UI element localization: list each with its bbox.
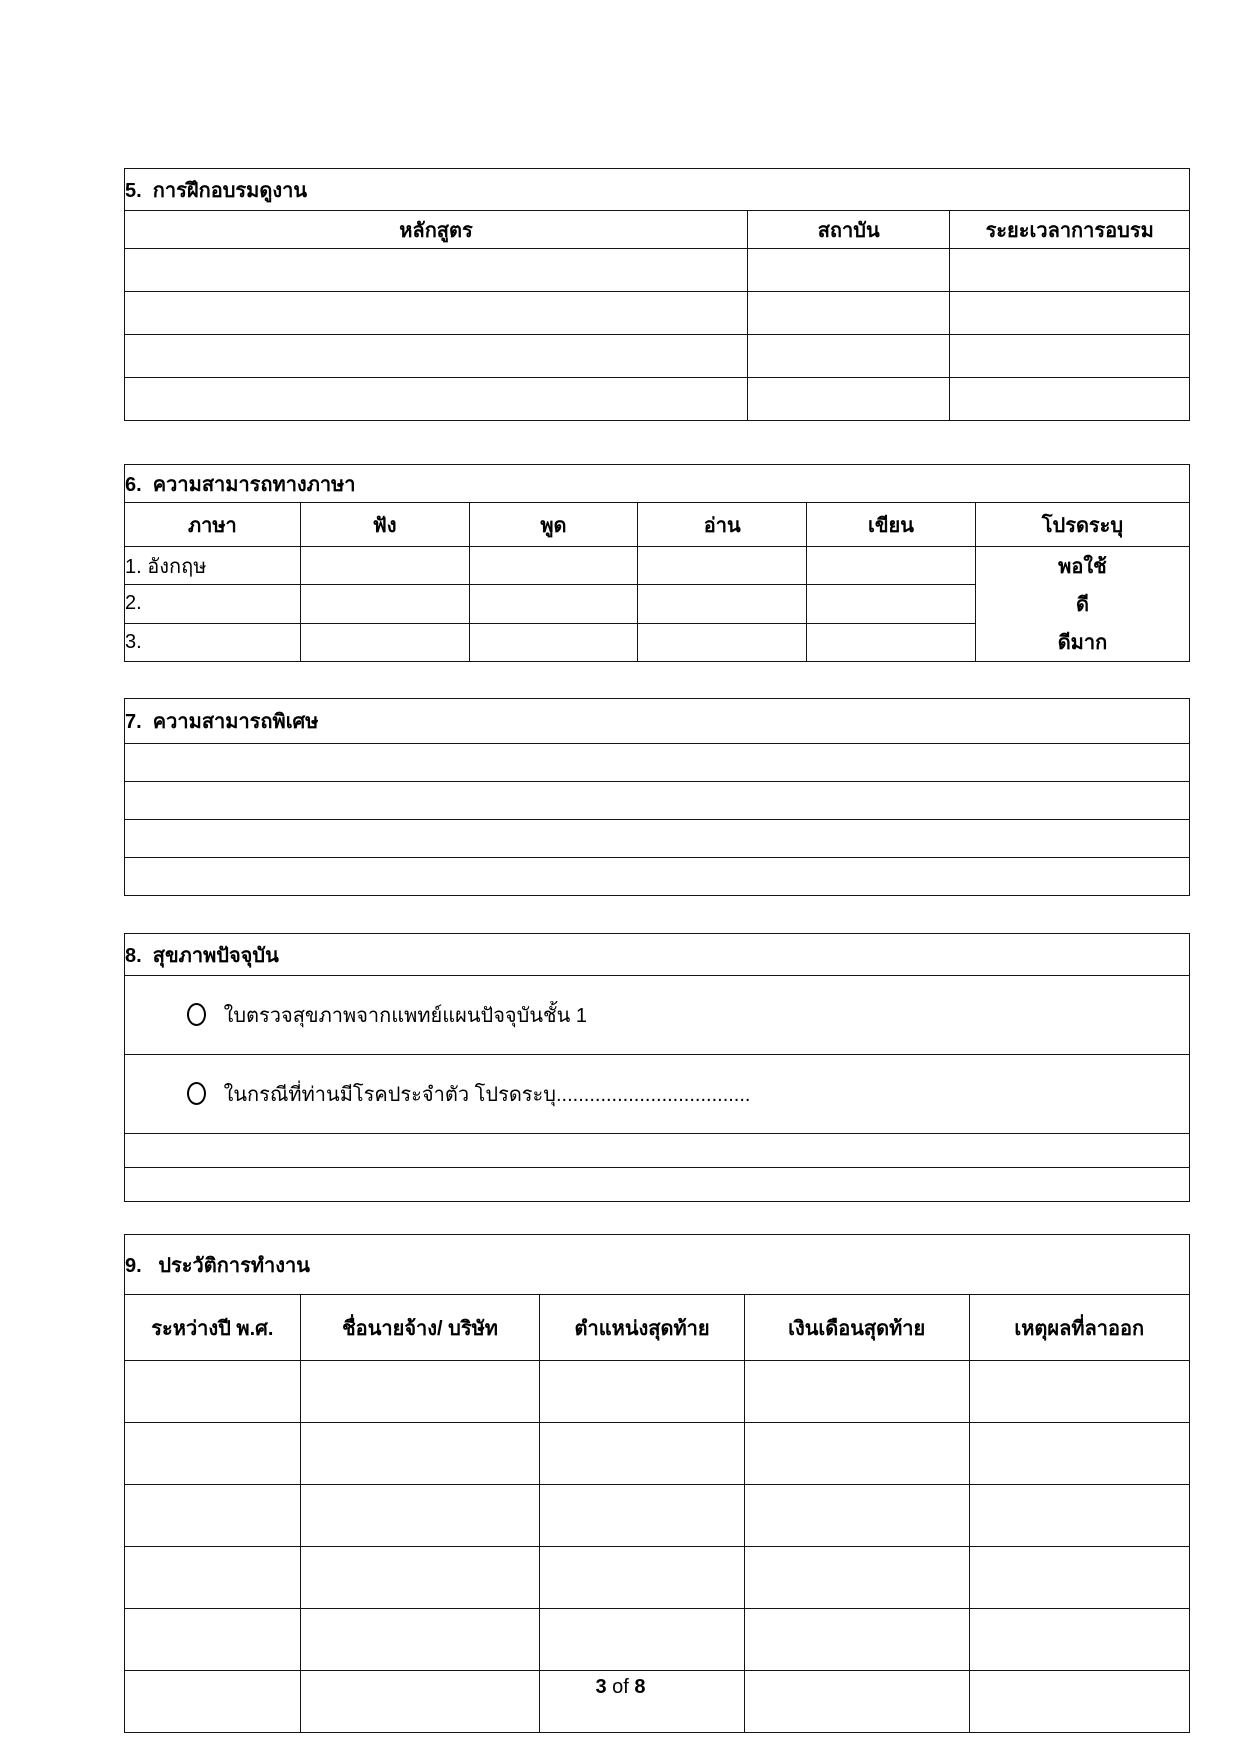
lang-read-field[interactable] [638,585,807,623]
health-table [124,933,1190,1202]
training-institution-field[interactable] [748,378,950,421]
work-position-field[interactable] [540,1547,744,1609]
training-institution-field[interactable] [748,249,950,292]
work-employer-field[interactable] [300,1423,540,1485]
special-abilities-table [124,698,1190,896]
page-number-total: 8 [634,1676,646,1698]
work-col-years: ระหว่างปี พ.ศ. [125,1295,301,1361]
health-extra-field[interactable] [125,1134,1190,1168]
section6-title: 6. ความสามารถทางภาษา [125,465,1190,503]
work-salary-field[interactable] [744,1361,969,1423]
lang-col-speak: พูด [469,503,638,547]
special-ability-field[interactable] [125,744,1190,782]
lang-row-3-label: 3. [125,623,301,661]
work-years-field[interactable] [125,1485,301,1547]
lang-read-field[interactable] [638,547,807,585]
page-content [124,0,1190,1733]
section8-title: 8. สุขภาพปัจจุบัน [125,934,1190,976]
training-duration-field[interactable] [950,249,1190,292]
lang-write-field[interactable] [807,547,976,585]
work-years-field[interactable] [125,1361,301,1423]
health-extra-field[interactable] [125,1168,1190,1202]
table-row [125,1134,1190,1168]
lang-read-field[interactable] [638,623,807,661]
work-position-field[interactable] [540,1609,744,1671]
lang-speak-field[interactable] [469,547,638,585]
lang-listen-field[interactable] [300,623,469,661]
work-col-last-position: ตำแหน่งสุดท้าย [540,1295,744,1361]
radio-circle-icon[interactable] [187,1003,206,1026]
special-ability-field[interactable] [125,858,1190,896]
lang-row-english-label: 1. อังกฤษ [125,547,301,585]
work-employer-field[interactable] [300,1609,540,1671]
lang-col-language: ภาษา [125,503,301,547]
table-row [125,1168,1190,1202]
rating-fair: พอใช้ [1058,556,1107,578]
work-col-last-salary: เงินเดือนสุดท้าย [744,1295,969,1361]
section9-title: 9. ประวัติการทำงาน [125,1235,1190,1295]
work-position-field[interactable] [540,1361,744,1423]
lang-col-listen: ฟัง [300,503,469,547]
health-option-2-label: ในกรณีที่ท่านมีโรคประจำตัว โปรดระบุ................................... [223,1084,751,1106]
work-years-field[interactable] [125,1423,301,1485]
lang-listen-field[interactable] [300,547,469,585]
page-number [0,1676,1241,1699]
special-ability-field[interactable] [125,782,1190,820]
work-reason-field[interactable] [969,1361,1189,1423]
work-years-field[interactable] [125,1609,301,1671]
table-row [125,1055,1190,1134]
lang-speak-field[interactable] [469,623,638,661]
work-reason-field[interactable] [969,1547,1189,1609]
lang-rating-legend [975,547,1189,662]
work-employer-field[interactable] [300,1485,540,1547]
work-reason-field[interactable] [969,1609,1189,1671]
health-option-2[interactable] [125,1055,1190,1134]
rating-good: ดี [1075,594,1089,616]
work-employer-field[interactable] [300,1547,540,1609]
page-number-current: 3 [595,1676,607,1698]
table-row [125,292,1190,335]
work-salary-field[interactable] [744,1423,969,1485]
work-salary-field[interactable] [744,1547,969,1609]
training-duration-field[interactable] [950,292,1190,335]
table-row [125,1547,1190,1609]
lang-speak-field[interactable] [469,585,638,623]
table-row [125,744,1190,782]
work-salary-field[interactable] [744,1609,969,1671]
radio-circle-icon[interactable] [187,1082,206,1105]
lang-write-field[interactable] [807,623,976,661]
training-col-duration: ระยะเวลาการอบรม [950,211,1190,249]
table-row [125,820,1190,858]
training-duration-field[interactable] [950,335,1190,378]
special-ability-field[interactable] [125,820,1190,858]
table-row [125,249,1190,292]
rating-very-good: ดีมาก [1057,632,1108,654]
work-history-table [124,1234,1190,1733]
work-reason-field[interactable] [969,1423,1189,1485]
training-course-field[interactable] [125,378,748,421]
lang-write-field[interactable] [807,585,976,623]
work-col-employer: ชื่อนายจ้าง/ บริษัท [300,1295,540,1361]
table-row [125,335,1190,378]
table-row [125,782,1190,820]
page-number-of-label: of [606,1676,635,1698]
training-institution-field[interactable] [748,335,950,378]
training-col-institution: สถาบัน [748,211,950,249]
rating-options [976,547,1189,661]
health-option-1[interactable] [125,976,1190,1055]
table-row [125,1361,1190,1423]
table-row [125,976,1190,1055]
section7-title: 7. ความสามารถพิเศษ [125,699,1190,744]
work-years-field[interactable] [125,1547,301,1609]
training-duration-field[interactable] [950,378,1190,421]
training-course-field[interactable] [125,249,748,292]
work-employer-field[interactable] [300,1361,540,1423]
lang-col-write: เขียน [807,503,976,547]
work-salary-field[interactable] [744,1485,969,1547]
table-row [125,858,1190,896]
work-reason-field[interactable] [969,1485,1189,1547]
training-course-field[interactable] [125,335,748,378]
lang-col-read: อ่าน [638,503,807,547]
health-option-1-label: ใบตรวจสุขภาพจากแพทย์แผนปัจจุบันชั้น 1 [223,1005,587,1027]
table-row [125,1423,1190,1485]
training-table [124,168,1190,421]
table-row [125,1485,1190,1547]
training-institution-field[interactable] [748,292,950,335]
training-col-course: หลักสูตร [125,211,748,249]
table-row [125,547,1190,585]
work-position-field[interactable] [540,1423,744,1485]
lang-listen-field[interactable] [300,585,469,623]
training-course-field[interactable] [125,292,748,335]
table-row [125,1609,1190,1671]
table-row [125,378,1190,421]
work-col-reason: เหตุผลที่ลาออก [969,1295,1189,1361]
lang-row-2-label: 2. [125,585,301,623]
section5-title: 5. การฝึกอบรมดูงาน [125,169,1190,211]
work-position-field[interactable] [540,1485,744,1547]
language-table [124,464,1190,662]
lang-col-specify: โปรดระบุ [975,503,1189,547]
